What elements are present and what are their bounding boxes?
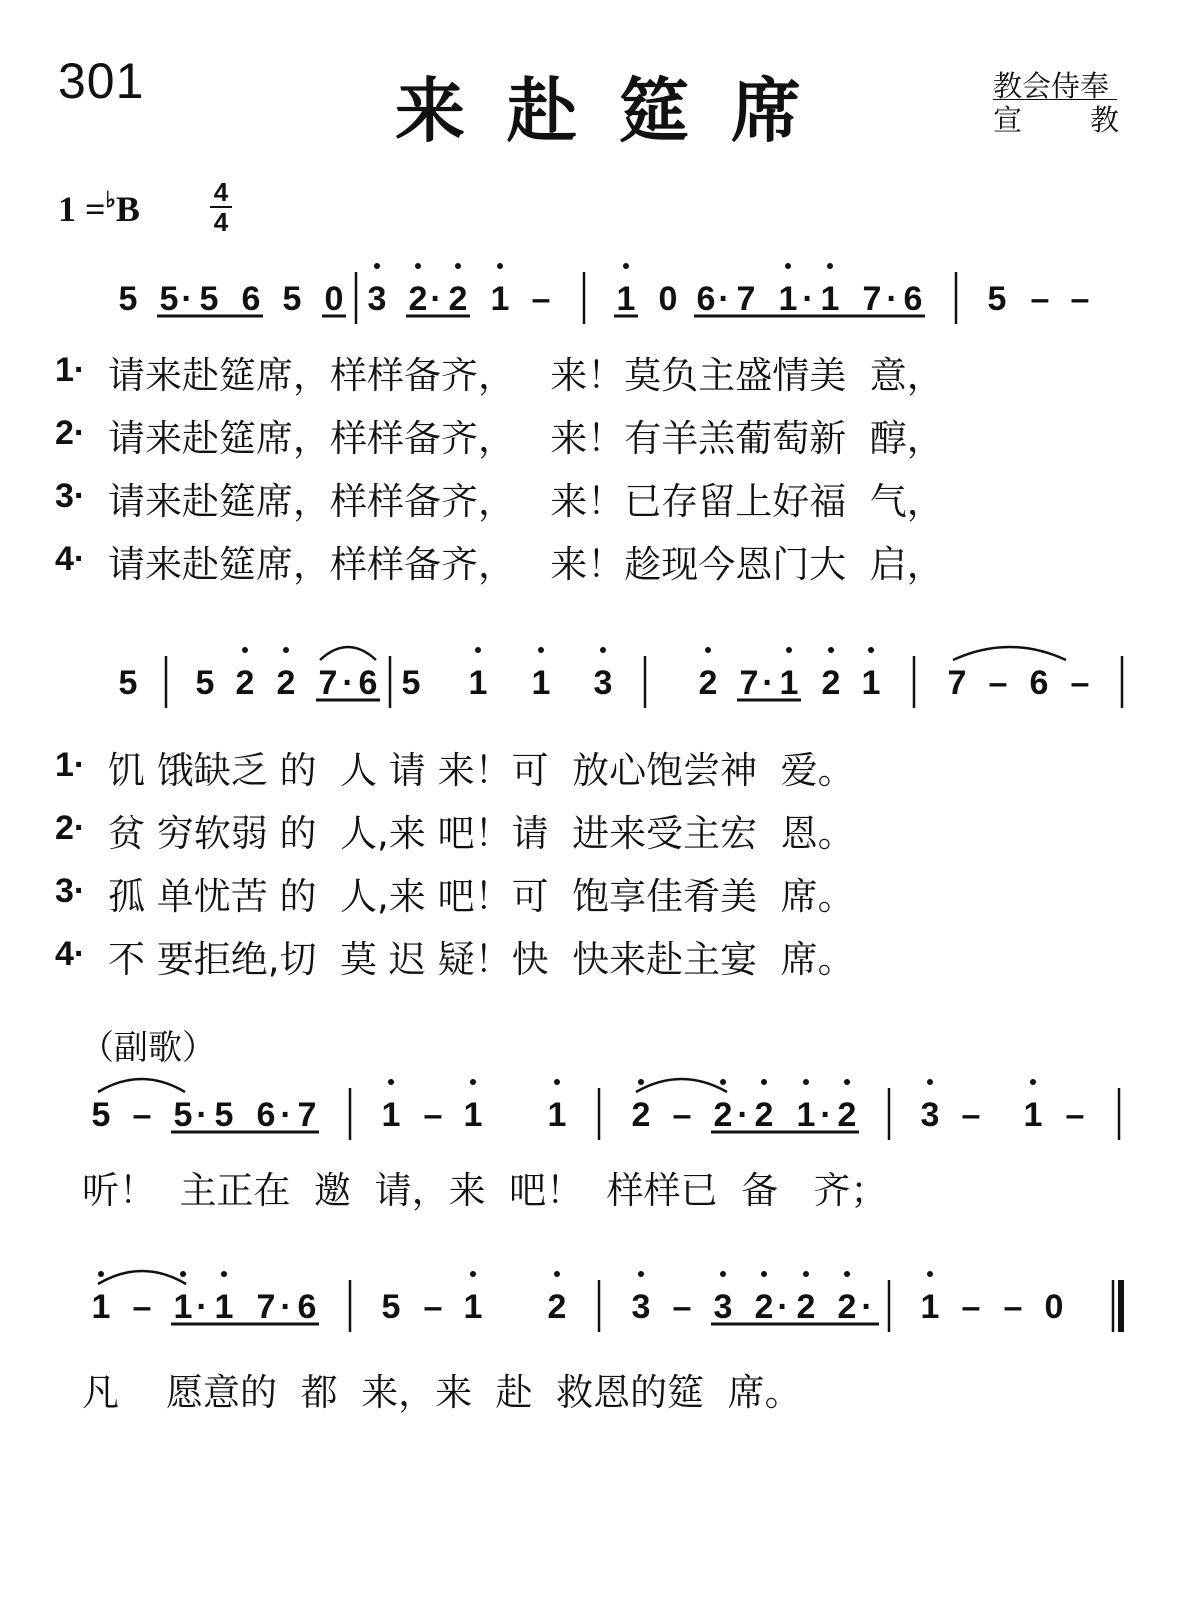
dash: – [961,1288,981,1326]
note: 7 [736,280,756,318]
octave-dot [868,647,874,653]
note: 1 [778,280,798,318]
verse-number: 1· [55,746,86,784]
key-note: B [115,189,140,229]
note: 0 [658,280,678,318]
octave-dot [221,1271,227,1277]
lyric-text: 饥 饿缺乏 的 人 请 来！可 放心饱尝神 爱。 [108,749,855,792]
note: 1 [381,1096,401,1134]
flat-symbol: ♭ [105,187,116,212]
slur [953,647,1066,660]
verse-number: 3· [55,872,86,910]
note: 2 [754,1096,774,1134]
note: 6 [1029,664,1049,702]
octave-dot [638,1271,644,1277]
octave-dot [828,647,834,653]
note: 5 [159,280,179,318]
note: 3 [367,280,387,318]
octave-dot [927,1271,933,1277]
octave-dot [455,263,461,269]
note: 2 [796,1288,816,1326]
note: 1 [91,1288,111,1326]
octave-dot [497,263,503,269]
note: 1 [173,1288,193,1326]
credit-line-1: 教会侍奉 [993,69,1110,103]
dash: – [132,1096,152,1134]
octave-dot [600,647,606,653]
note: 3 [593,664,613,702]
note: 5 [214,1096,234,1134]
dash: – [423,1288,443,1326]
note: · [802,280,814,318]
note: 1 [796,1096,816,1134]
octave-dot [927,1079,933,1085]
slur [320,647,376,660]
note: 0 [1044,1288,1064,1326]
octave-dot [844,1079,850,1085]
credit-line-2b: 教 [1090,103,1120,137]
note: · [196,1096,208,1134]
slur [98,1271,186,1284]
octave-dot [283,647,289,653]
note: · [430,280,442,318]
note: · [181,280,193,318]
verse-number: 4· [55,935,86,973]
notation-row1 [119,263,1090,324]
dash: – [1065,1096,1085,1134]
note: 6 [903,280,923,318]
octave-dot [1030,1079,1036,1085]
note: 5 [118,280,138,318]
dash: – [1070,280,1090,318]
lyric-text: 请来赴筵席，样样备齐， 来！趁现今恩门大 启， [108,543,944,586]
lyric-text: 请来赴筵席，样样备齐， 来！有羊羔葡萄新 醇， [108,417,944,460]
slur [636,1079,727,1092]
chorus-lyric-1: 听！ 主正在 邀 请，来 吧！ 样样已 备 齐； [82,1169,888,1212]
note: 5 [91,1096,111,1134]
note: 6 [696,280,716,318]
note: 5 [987,280,1007,318]
octave-dot [180,1271,186,1277]
note: 2 [713,1096,733,1134]
octave-dot [554,1079,560,1085]
lyric-text: 请来赴筵席，样样备齐， 来！莫负主盛情美 意， [108,354,944,397]
note: 7 [947,664,967,702]
note: 6 [358,664,378,702]
note: 2 [631,1096,651,1134]
note: 2 [837,1096,857,1134]
note: · [342,664,354,702]
lyric-text: 请来赴筵席，样样备齐， 来！已存留上好福 气， [108,480,944,523]
note: · [777,1288,789,1326]
note: 1 [214,1288,234,1326]
note: 5 [195,664,215,702]
notation-row4 [92,1271,1121,1332]
octave-dot [415,263,421,269]
dash: – [961,1096,981,1134]
note: 1 [1023,1096,1043,1134]
octave-dot [470,1079,476,1085]
dash: – [423,1096,443,1134]
note: 1 [861,664,881,702]
note: · [718,280,730,318]
dash: – [1003,1288,1023,1326]
octave-dot [623,263,629,269]
note: · [280,1288,292,1326]
note: 6 [241,280,261,318]
note: 7 [862,280,882,318]
note: · [762,664,774,702]
note: 1 [490,280,510,318]
verse-number: 2· [55,809,86,847]
verse-number: 2· [55,414,86,452]
note: 5 [118,664,138,702]
octave-dot [242,647,248,653]
note: 1 [463,1288,483,1326]
octave-dot [761,1079,767,1085]
note: 1 [779,664,799,702]
note: 2 [837,1288,857,1326]
octave-dot [761,1271,767,1277]
note: 2 [547,1288,567,1326]
dash: – [1030,280,1050,318]
hymn-number: 301 [58,53,145,109]
time-sig-bottom: 4 [213,207,229,237]
note: 2 [698,664,718,702]
notation-row2 [119,647,1122,708]
octave-dot [785,263,791,269]
note: 7 [739,664,759,702]
note: 1 [820,280,840,318]
dash: – [132,1288,152,1326]
octave-dot [803,1271,809,1277]
verse-number: 3· [55,477,86,515]
octave-dot [720,1271,726,1277]
dash: – [672,1096,692,1134]
note: 3 [631,1288,651,1326]
octave-dot [827,263,833,269]
note: 2 [448,280,468,318]
note: 6 [256,1096,276,1134]
chorus-label: （副歌） [80,1028,216,1068]
note: · [280,1096,292,1134]
lyric-text: 贫 穷软弱 的 人,来 吧！请 进来受主宏 恩。 [108,812,855,855]
dash: – [672,1288,692,1326]
note: 2 [754,1288,774,1326]
note: · [737,1096,749,1134]
note: 1 [463,1096,483,1134]
note: 2 [235,664,255,702]
note: 5 [199,280,219,318]
note: 0 [324,280,344,318]
note: · [196,1288,208,1326]
octave-dot [638,1079,644,1085]
note: 1 [920,1288,940,1326]
key-prefix: 1 = [58,189,106,229]
note: 5 [173,1096,193,1134]
verse-number: 4· [55,540,86,578]
octave-dot [538,647,544,653]
octave-dot [554,1271,560,1277]
note: 3 [920,1096,940,1134]
octave-dot [470,1271,476,1277]
time-sig-top: 4 [213,177,229,207]
note: 1 [547,1096,567,1134]
octave-dot [374,263,380,269]
note: 1 [468,664,488,702]
note: 2 [408,280,428,318]
note: · [861,1288,873,1326]
lyric-text: 孤 单忧苦 的 人,来 吧！可 饱享佳肴美 席。 [108,875,855,918]
note: 7 [297,1096,317,1134]
dash: – [531,280,551,318]
note: · [820,1096,832,1134]
note: 5 [282,280,302,318]
octave-dot [720,1079,726,1085]
octave-dot [388,1079,394,1085]
octave-dot [475,647,481,653]
note: 2 [821,664,841,702]
credit-line-2a: 宣 [993,103,1023,137]
note: 3 [713,1288,733,1326]
verse-number: 1· [55,351,86,389]
chorus-lyric-2: 凡 愿意的 都 来，来 赴 救恩的筵 席。 [82,1371,802,1414]
note: 5 [381,1288,401,1326]
lyric-text: 不 要拒绝,切 莫 迟 疑！快 快来赴主宴 席。 [108,938,855,981]
octave-dot [98,1271,104,1277]
note: 1 [531,664,551,702]
notation-row3 [92,1079,1119,1140]
octave-dot [844,1271,850,1277]
note: 5 [401,664,421,702]
note: 1 [616,280,636,318]
dash: – [988,664,1008,702]
slur [98,1079,185,1092]
octave-dot [786,647,792,653]
note: · [886,280,898,318]
note: 7 [256,1288,276,1326]
note: 7 [318,664,338,702]
note: 6 [297,1288,317,1326]
dash: – [1070,664,1090,702]
octave-dot [705,647,711,653]
note: 2 [276,664,296,702]
song-title: 来赴筵席 [395,69,843,152]
octave-dot [803,1079,809,1085]
